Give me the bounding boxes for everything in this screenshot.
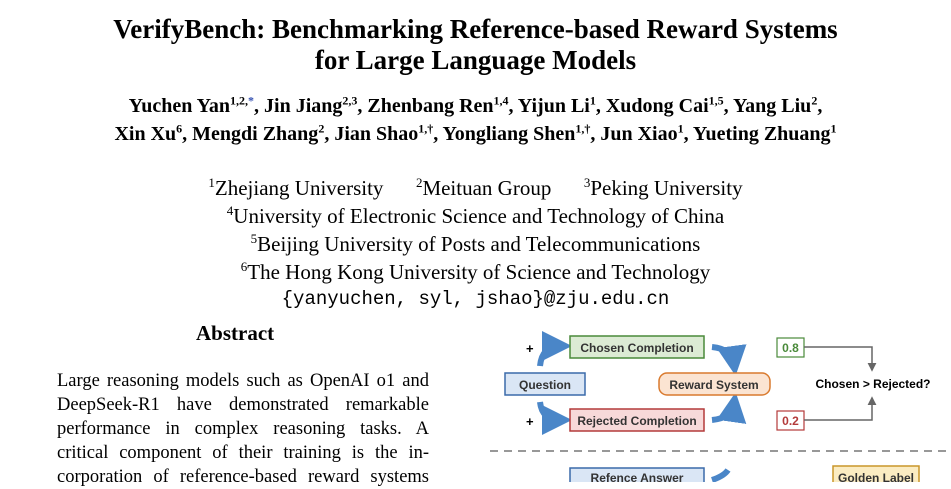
author-affiliation-marker: 1 <box>677 121 684 136</box>
author-name: Yueting Zhuang <box>692 123 831 145</box>
abstract-line: critical component of their training is the in- <box>57 443 429 463</box>
title-line-1: VerifyBench: Benchmarking Reference-based Reward Systems <box>113 14 838 44</box>
abstract-line: corporation of reference-based reward systems <box>57 467 429 487</box>
rejected-score: 0.2 <box>782 414 799 428</box>
author-name: Jin Jiang <box>264 95 343 117</box>
title-line-2: for Large Language Models <box>314 45 637 75</box>
golden-label-text: Golden Label <box>837 471 915 482</box>
author-affiliation-marker: 1,† <box>418 121 434 136</box>
author-affiliation-marker: 2,3 <box>342 93 358 108</box>
author-separator: , <box>508 95 518 117</box>
rejected-completion-label: Rejected Completion <box>577 414 697 428</box>
author-affiliation-marker: 1 <box>589 93 596 108</box>
abstract-line: Large reasoning models such as OpenAI o1 and <box>57 371 429 391</box>
author-name: Xin Xu <box>114 123 177 145</box>
author-name: Mengdi Zhang <box>192 123 319 145</box>
author-affiliation-marker: 1,2, <box>230 93 249 108</box>
author-separator: , <box>254 95 265 117</box>
comparison-label: Chosen > Rejected? <box>815 377 931 391</box>
author-name: Yang Liu <box>732 95 812 117</box>
affiliation-3: $^3$Peking University <box>583 175 743 200</box>
author-separator: , <box>590 123 601 145</box>
author-affiliation-marker: 2 <box>318 121 325 136</box>
abstract-line: performance in complex reasoning tasks. A <box>57 419 429 439</box>
author-affiliation-marker: 1 <box>830 121 837 136</box>
author-name: Xudong Cai <box>605 95 709 117</box>
affiliation-6: $^6$The Hong Kong University of Science and Technology <box>240 259 711 284</box>
abstract-heading: Abstract <box>196 321 275 345</box>
author-name: Yijun Li <box>517 95 590 117</box>
author-affiliation-marker: 6 <box>176 121 183 136</box>
author-affiliation-marker: 2 <box>811 93 818 108</box>
chosen-completion-label: Chosen Completion <box>580 341 694 355</box>
author-name: Zhenbang Ren <box>367 95 494 117</box>
arrow-question-to-rejected <box>540 402 560 420</box>
author-separator: , <box>683 123 693 145</box>
author-corresponding-marker: * <box>248 93 255 108</box>
author-separator: , <box>723 95 733 117</box>
author-separator: , <box>433 123 443 145</box>
affiliation-4: $^4$University of Electronic Science and Technology of China <box>226 203 725 228</box>
author-separator: , <box>182 123 193 145</box>
author-separator: , <box>324 123 335 145</box>
author-affiliation-marker: 1,5 <box>708 93 724 108</box>
plus-sign-top: + <box>526 341 534 356</box>
affiliation-2: $^2$Meituan Group <box>415 175 552 200</box>
author-separator: , <box>817 95 823 117</box>
arrow-partial <box>712 470 728 480</box>
reward-system-label: Reward System <box>669 378 759 392</box>
connector-rejected <box>804 398 872 420</box>
affiliation-5: $^5$Beijing University of Posts and Telecommunications <box>250 231 701 256</box>
affiliation-1: $^1$Zhejiang University <box>208 175 384 200</box>
connector-chosen <box>804 347 872 370</box>
author-affiliation-marker: 1,† <box>575 121 591 136</box>
arrow-rejected-to-reward <box>712 404 734 420</box>
contact-email[interactable]: {yanyuchen, syl, jshao}@zju.edu.cn <box>281 288 670 310</box>
abstract-line: DeepSeek-R1 have demonstrated remarkable <box>57 395 429 415</box>
author-separator: , <box>595 95 606 117</box>
author-name: Jian Shao <box>334 123 419 145</box>
author-affiliation-marker: 1,4 <box>493 93 509 108</box>
plus-sign-bottom: + <box>526 414 534 429</box>
arrow-chosen-to-reward <box>712 347 734 364</box>
reference-answer-label: Refence Answer <box>590 471 684 482</box>
author-name: Yongliang Shen <box>442 123 576 145</box>
chosen-score: 0.8 <box>782 341 799 355</box>
author-separator: , <box>357 95 368 117</box>
question-label: Question <box>518 378 572 392</box>
arrow-question-to-chosen <box>540 346 560 366</box>
author-name: Jun Xiao <box>600 123 678 145</box>
author-name: Yuchen Yan <box>128 95 231 117</box>
